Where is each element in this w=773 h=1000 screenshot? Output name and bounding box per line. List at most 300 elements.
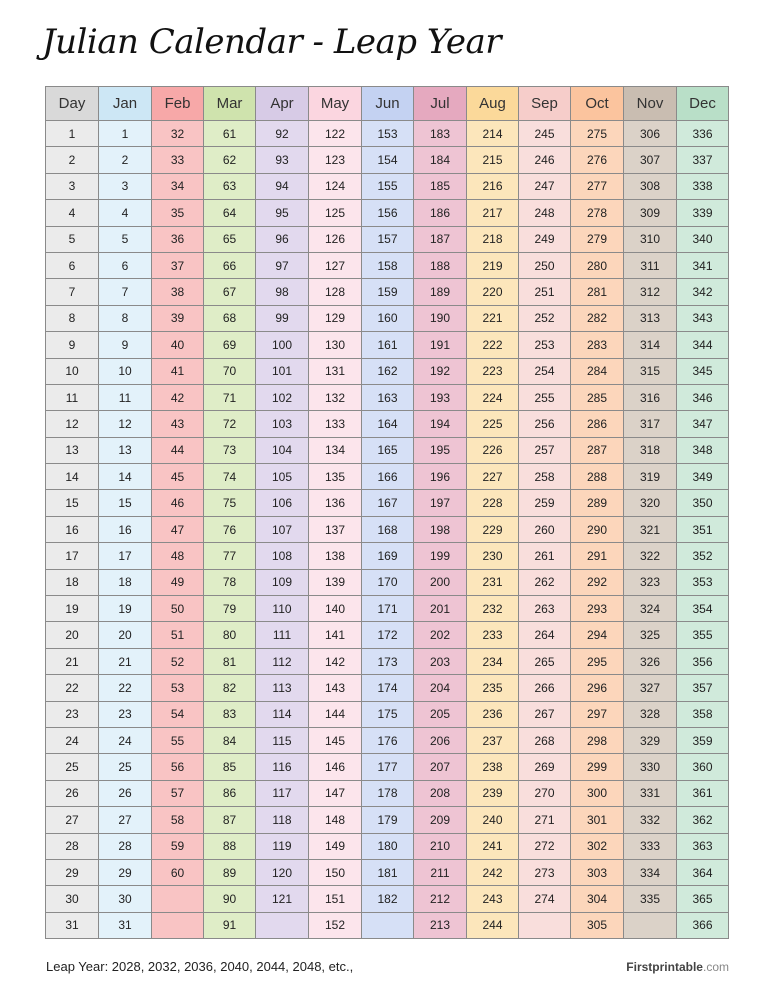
cell-sep: 257 xyxy=(519,437,571,463)
cell-feb: 57 xyxy=(152,780,204,806)
cell-apr: 105 xyxy=(256,464,309,490)
cell-feb: 58 xyxy=(152,807,204,833)
brand-name: Firstprintable xyxy=(626,960,703,974)
column-header-sep: Sep xyxy=(519,87,571,121)
cell-sep: 247 xyxy=(519,173,571,199)
cell-dec: 340 xyxy=(677,226,729,252)
cell-nov: 321 xyxy=(624,516,677,542)
cell-mar: 66 xyxy=(204,252,256,278)
cell-nov: 328 xyxy=(624,701,677,727)
cell-day: 17 xyxy=(46,543,99,569)
cell-jun: 169 xyxy=(362,543,414,569)
table-row xyxy=(46,754,729,780)
cell-jul: 189 xyxy=(414,279,467,305)
cell-jul: 196 xyxy=(414,464,467,490)
cell-jan: 29 xyxy=(99,859,152,885)
cell-jan: 14 xyxy=(99,464,152,490)
cell-jul: 210 xyxy=(414,833,467,859)
cell-dec: 343 xyxy=(677,305,729,331)
cell-may: 125 xyxy=(309,200,362,226)
cell-aug: 223 xyxy=(467,358,519,384)
cell-sep: 262 xyxy=(519,569,571,595)
cell-oct: 296 xyxy=(571,675,624,701)
cell-dec: 354 xyxy=(677,596,729,622)
cell-nov: 319 xyxy=(624,464,677,490)
cell-jul: 192 xyxy=(414,358,467,384)
cell-aug: 214 xyxy=(467,121,519,147)
cell-sep: 248 xyxy=(519,200,571,226)
cell-jan: 25 xyxy=(99,754,152,780)
cell-jun: 177 xyxy=(362,754,414,780)
cell-oct: 300 xyxy=(571,780,624,806)
table-row xyxy=(46,384,729,410)
cell-may: 137 xyxy=(309,516,362,542)
cell-oct: 275 xyxy=(571,121,624,147)
cell-sep: 254 xyxy=(519,358,571,384)
cell-dec: 351 xyxy=(677,516,729,542)
cell-nov: 320 xyxy=(624,490,677,516)
cell-aug: 225 xyxy=(467,411,519,437)
cell-oct: 295 xyxy=(571,648,624,674)
cell-jul: 195 xyxy=(414,437,467,463)
cell-mar: 76 xyxy=(204,516,256,542)
cell-jul: 212 xyxy=(414,886,467,912)
table-row xyxy=(46,701,729,727)
cell-may: 141 xyxy=(309,622,362,648)
cell-oct: 289 xyxy=(571,490,624,516)
cell-oct: 292 xyxy=(571,569,624,595)
table-row xyxy=(46,727,729,753)
cell-jun: 159 xyxy=(362,279,414,305)
cell-dec: 355 xyxy=(677,622,729,648)
cell-jun: 179 xyxy=(362,807,414,833)
cell-feb: 45 xyxy=(152,464,204,490)
cell-apr: 110 xyxy=(256,596,309,622)
column-header-apr: Apr xyxy=(256,87,309,121)
cell-mar: 75 xyxy=(204,490,256,516)
cell-aug: 239 xyxy=(467,780,519,806)
table-row xyxy=(46,437,729,463)
cell-dec: 345 xyxy=(677,358,729,384)
cell-mar: 78 xyxy=(204,569,256,595)
cell-jan: 8 xyxy=(99,305,152,331)
cell-oct: 297 xyxy=(571,701,624,727)
cell-nov: 332 xyxy=(624,807,677,833)
cell-aug: 244 xyxy=(467,912,519,938)
cell-nov: 309 xyxy=(624,200,677,226)
cell-may: 138 xyxy=(309,543,362,569)
cell-jan: 31 xyxy=(99,912,152,938)
cell-aug: 227 xyxy=(467,464,519,490)
cell-may: 144 xyxy=(309,701,362,727)
cell-jul: 198 xyxy=(414,516,467,542)
cell-jul: 185 xyxy=(414,173,467,199)
cell-jun: 173 xyxy=(362,648,414,674)
cell-nov: 312 xyxy=(624,279,677,305)
cell-aug: 229 xyxy=(467,516,519,542)
cell-sep: 259 xyxy=(519,490,571,516)
cell-sep: 249 xyxy=(519,226,571,252)
cell-jan: 22 xyxy=(99,675,152,701)
table-row xyxy=(46,912,729,938)
cell-aug: 230 xyxy=(467,543,519,569)
cell-sep: 252 xyxy=(519,305,571,331)
cell-oct: 302 xyxy=(571,833,624,859)
table-row xyxy=(46,543,729,569)
cell-nov: 314 xyxy=(624,332,677,358)
cell-day: 5 xyxy=(46,226,99,252)
column-header-jan: Jan xyxy=(99,87,152,121)
cell-may: 122 xyxy=(309,121,362,147)
cell-sep: 269 xyxy=(519,754,571,780)
cell-dec: 347 xyxy=(677,411,729,437)
cell-mar: 91 xyxy=(204,912,256,938)
cell-apr: 97 xyxy=(256,252,309,278)
cell-mar: 84 xyxy=(204,727,256,753)
cell-sep: 264 xyxy=(519,622,571,648)
cell-sep: 245 xyxy=(519,121,571,147)
cell-apr: 103 xyxy=(256,411,309,437)
cell-aug: 240 xyxy=(467,807,519,833)
cell-feb: 50 xyxy=(152,596,204,622)
cell-jun: 174 xyxy=(362,675,414,701)
cell-jan: 17 xyxy=(99,543,152,569)
cell-jul: 201 xyxy=(414,596,467,622)
cell-feb: 35 xyxy=(152,200,204,226)
cell-apr: 119 xyxy=(256,833,309,859)
cell-apr: 93 xyxy=(256,147,309,173)
cell-nov: 315 xyxy=(624,358,677,384)
cell-nov: 306 xyxy=(624,121,677,147)
cell-jun: 168 xyxy=(362,516,414,542)
cell-day: 12 xyxy=(46,411,99,437)
cell-jan: 28 xyxy=(99,833,152,859)
cell-nov: 335 xyxy=(624,886,677,912)
table-row xyxy=(46,200,729,226)
cell-nov xyxy=(624,912,677,938)
cell-jun: 161 xyxy=(362,332,414,358)
cell-jun: 164 xyxy=(362,411,414,437)
cell-aug: 215 xyxy=(467,147,519,173)
cell-oct: 303 xyxy=(571,859,624,885)
cell-feb xyxy=(152,912,204,938)
table-row xyxy=(46,622,729,648)
cell-feb: 36 xyxy=(152,226,204,252)
cell-oct: 281 xyxy=(571,279,624,305)
cell-dec: 362 xyxy=(677,807,729,833)
cell-jan: 7 xyxy=(99,279,152,305)
cell-oct: 282 xyxy=(571,305,624,331)
cell-apr: 104 xyxy=(256,437,309,463)
cell-nov: 327 xyxy=(624,675,677,701)
cell-nov: 326 xyxy=(624,648,677,674)
cell-jun: 182 xyxy=(362,886,414,912)
cell-day: 15 xyxy=(46,490,99,516)
cell-day: 2 xyxy=(46,147,99,173)
cell-sep: 263 xyxy=(519,596,571,622)
cell-jan: 4 xyxy=(99,200,152,226)
table-row xyxy=(46,859,729,885)
cell-sep: 260 xyxy=(519,516,571,542)
cell-dec: 364 xyxy=(677,859,729,885)
cell-feb: 43 xyxy=(152,411,204,437)
cell-jul: 204 xyxy=(414,675,467,701)
cell-jun: 154 xyxy=(362,147,414,173)
cell-jun: 181 xyxy=(362,859,414,885)
cell-may: 149 xyxy=(309,833,362,859)
cell-apr: 107 xyxy=(256,516,309,542)
cell-jun: 171 xyxy=(362,596,414,622)
cell-sep: 272 xyxy=(519,833,571,859)
cell-jul: 184 xyxy=(414,147,467,173)
column-header-mar: Mar xyxy=(204,87,256,121)
column-header-feb: Feb xyxy=(152,87,204,121)
cell-sep: 266 xyxy=(519,675,571,701)
cell-mar: 73 xyxy=(204,437,256,463)
cell-jan: 2 xyxy=(99,147,152,173)
cell-nov: 318 xyxy=(624,437,677,463)
cell-sep: 267 xyxy=(519,701,571,727)
cell-mar: 86 xyxy=(204,780,256,806)
cell-dec: 359 xyxy=(677,727,729,753)
cell-jun: 167 xyxy=(362,490,414,516)
cell-day: 28 xyxy=(46,833,99,859)
cell-jul: 209 xyxy=(414,807,467,833)
cell-dec: 352 xyxy=(677,543,729,569)
cell-dec: 344 xyxy=(677,332,729,358)
cell-aug: 238 xyxy=(467,754,519,780)
cell-jun: 153 xyxy=(362,121,414,147)
cell-jul: 202 xyxy=(414,622,467,648)
cell-day: 3 xyxy=(46,173,99,199)
cell-apr: 118 xyxy=(256,807,309,833)
cell-nov: 329 xyxy=(624,727,677,753)
cell-aug: 236 xyxy=(467,701,519,727)
cell-day: 10 xyxy=(46,358,99,384)
cell-aug: 220 xyxy=(467,279,519,305)
cell-may: 130 xyxy=(309,332,362,358)
table-row xyxy=(46,121,729,147)
table-row xyxy=(46,807,729,833)
header-row xyxy=(46,87,729,121)
cell-apr: 98 xyxy=(256,279,309,305)
cell-may: 131 xyxy=(309,358,362,384)
column-header-aug: Aug xyxy=(467,87,519,121)
cell-jul: 205 xyxy=(414,701,467,727)
cell-apr xyxy=(256,912,309,938)
cell-oct: 283 xyxy=(571,332,624,358)
cell-jan: 13 xyxy=(99,437,152,463)
table-row xyxy=(46,252,729,278)
cell-feb: 39 xyxy=(152,305,204,331)
cell-dec: 363 xyxy=(677,833,729,859)
cell-apr: 100 xyxy=(256,332,309,358)
cell-mar: 70 xyxy=(204,358,256,384)
cell-sep: 253 xyxy=(519,332,571,358)
cell-mar: 89 xyxy=(204,859,256,885)
cell-feb: 40 xyxy=(152,332,204,358)
cell-apr: 117 xyxy=(256,780,309,806)
cell-aug: 216 xyxy=(467,173,519,199)
cell-oct: 284 xyxy=(571,358,624,384)
cell-oct: 277 xyxy=(571,173,624,199)
cell-dec: 348 xyxy=(677,437,729,463)
cell-mar: 74 xyxy=(204,464,256,490)
cell-jul: 186 xyxy=(414,200,467,226)
cell-jan: 9 xyxy=(99,332,152,358)
cell-mar: 72 xyxy=(204,411,256,437)
cell-dec: 338 xyxy=(677,173,729,199)
column-header-oct: Oct xyxy=(571,87,624,121)
table-row xyxy=(46,569,729,595)
table-row xyxy=(46,516,729,542)
cell-jan: 18 xyxy=(99,569,152,595)
page-title: Julian Calendar - Leap Year xyxy=(42,22,501,62)
cell-feb: 42 xyxy=(152,384,204,410)
cell-jun: 155 xyxy=(362,173,414,199)
cell-jul: 207 xyxy=(414,754,467,780)
cell-oct: 305 xyxy=(571,912,624,938)
cell-jun: 180 xyxy=(362,833,414,859)
cell-sep: 255 xyxy=(519,384,571,410)
cell-apr: 114 xyxy=(256,701,309,727)
cell-dec: 356 xyxy=(677,648,729,674)
cell-may: 145 xyxy=(309,727,362,753)
cell-jun: 156 xyxy=(362,200,414,226)
cell-nov: 310 xyxy=(624,226,677,252)
cell-jul: 213 xyxy=(414,912,467,938)
cell-mar: 69 xyxy=(204,332,256,358)
julian-calendar-table xyxy=(45,86,729,939)
cell-apr: 111 xyxy=(256,622,309,648)
cell-nov: 324 xyxy=(624,596,677,622)
cell-jun: 160 xyxy=(362,305,414,331)
cell-jan: 11 xyxy=(99,384,152,410)
cell-aug: 241 xyxy=(467,833,519,859)
table-row xyxy=(46,833,729,859)
cell-may: 124 xyxy=(309,173,362,199)
cell-dec: 336 xyxy=(677,121,729,147)
cell-feb: 38 xyxy=(152,279,204,305)
cell-feb: 55 xyxy=(152,727,204,753)
cell-jan: 19 xyxy=(99,596,152,622)
cell-day: 27 xyxy=(46,807,99,833)
cell-nov: 334 xyxy=(624,859,677,885)
cell-sep xyxy=(519,912,571,938)
cell-feb: 41 xyxy=(152,358,204,384)
cell-dec: 360 xyxy=(677,754,729,780)
cell-mar: 77 xyxy=(204,543,256,569)
cell-sep: 256 xyxy=(519,411,571,437)
cell-nov: 311 xyxy=(624,252,677,278)
table-row xyxy=(46,675,729,701)
cell-jun: 157 xyxy=(362,226,414,252)
cell-apr: 116 xyxy=(256,754,309,780)
cell-oct: 280 xyxy=(571,252,624,278)
cell-mar: 61 xyxy=(204,121,256,147)
cell-jan: 3 xyxy=(99,173,152,199)
cell-jan: 15 xyxy=(99,490,152,516)
cell-may: 129 xyxy=(309,305,362,331)
cell-jan: 27 xyxy=(99,807,152,833)
cell-day: 7 xyxy=(46,279,99,305)
cell-dec: 349 xyxy=(677,464,729,490)
cell-aug: 219 xyxy=(467,252,519,278)
column-header-jun: Jun xyxy=(362,87,414,121)
cell-day: 11 xyxy=(46,384,99,410)
cell-feb: 48 xyxy=(152,543,204,569)
cell-feb: 46 xyxy=(152,490,204,516)
cell-may: 132 xyxy=(309,384,362,410)
cell-sep: 246 xyxy=(519,147,571,173)
cell-jun: 176 xyxy=(362,727,414,753)
cell-jul: 208 xyxy=(414,780,467,806)
cell-feb: 52 xyxy=(152,648,204,674)
table-row xyxy=(46,173,729,199)
cell-jan: 12 xyxy=(99,411,152,437)
cell-apr: 108 xyxy=(256,543,309,569)
cell-feb: 54 xyxy=(152,701,204,727)
cell-aug: 224 xyxy=(467,384,519,410)
cell-apr: 113 xyxy=(256,675,309,701)
cell-jun: 163 xyxy=(362,384,414,410)
cell-jul: 203 xyxy=(414,648,467,674)
cell-jul: 188 xyxy=(414,252,467,278)
cell-sep: 274 xyxy=(519,886,571,912)
column-header-dec: Dec xyxy=(677,87,729,121)
cell-aug: 234 xyxy=(467,648,519,674)
column-header-may: May xyxy=(309,87,362,121)
cell-day: 23 xyxy=(46,701,99,727)
cell-apr: 109 xyxy=(256,569,309,595)
cell-jan: 20 xyxy=(99,622,152,648)
cell-day: 16 xyxy=(46,516,99,542)
cell-may: 147 xyxy=(309,780,362,806)
cell-mar: 65 xyxy=(204,226,256,252)
cell-nov: 322 xyxy=(624,543,677,569)
cell-may: 143 xyxy=(309,675,362,701)
cell-jan: 16 xyxy=(99,516,152,542)
cell-day: 14 xyxy=(46,464,99,490)
column-header-day: Day xyxy=(46,87,99,121)
cell-may: 139 xyxy=(309,569,362,595)
cell-sep: 250 xyxy=(519,252,571,278)
cell-apr: 115 xyxy=(256,727,309,753)
cell-feb: 33 xyxy=(152,147,204,173)
cell-oct: 287 xyxy=(571,437,624,463)
cell-mar: 63 xyxy=(204,173,256,199)
cell-mar: 79 xyxy=(204,596,256,622)
cell-mar: 82 xyxy=(204,675,256,701)
cell-mar: 83 xyxy=(204,701,256,727)
cell-feb: 47 xyxy=(152,516,204,542)
cell-oct: 278 xyxy=(571,200,624,226)
table-row xyxy=(46,305,729,331)
brand-suffix: .com xyxy=(702,960,729,974)
brand-logo xyxy=(626,960,729,974)
cell-jan: 24 xyxy=(99,727,152,753)
cell-jul: 194 xyxy=(414,411,467,437)
cell-oct: 279 xyxy=(571,226,624,252)
cell-sep: 268 xyxy=(519,727,571,753)
cell-day: 1 xyxy=(46,121,99,147)
table-row xyxy=(46,596,729,622)
cell-day: 21 xyxy=(46,648,99,674)
cell-mar: 62 xyxy=(204,147,256,173)
table-row xyxy=(46,147,729,173)
cell-jan: 23 xyxy=(99,701,152,727)
cell-may: 135 xyxy=(309,464,362,490)
